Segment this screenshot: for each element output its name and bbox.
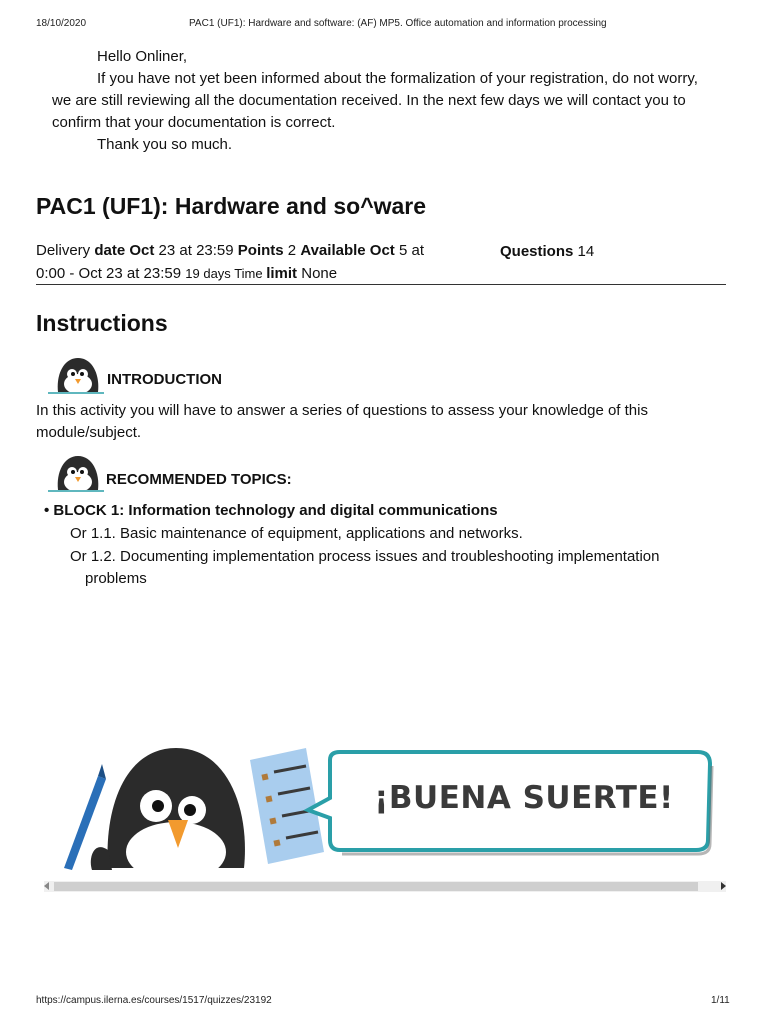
available-label: Available Oct [300,242,395,259]
notice-line-3: confirm that your documentation is correct. [52,114,336,131]
instructions-heading: Instructions [36,310,168,336]
quiz-meta-line-2 [36,262,337,286]
recommended-topics-label: RECOMMENDED TOPICS: [106,471,292,488]
questions-label: Questions [500,243,574,260]
topic-item-1-1: Or 1.1. Basic maintenance of equipment, applications and networks. [70,525,523,542]
good-luck-banner [44,740,726,870]
print-url: https://campus.ilerna.es/courses/1517/quizzes/23192 [36,995,272,1006]
print-page-number: 1/11 [711,995,730,1006]
delivery-value: 23 at 23:59 [154,242,238,259]
penguin-icon [46,354,106,396]
delivery-prefix: Delivery [36,242,95,259]
intro-line-1: In this activity you will have to answer a series of questions to assess your knowledge of this [36,402,648,419]
questions-value: 14 [573,243,595,260]
topic-item-1-2: Or 1.2. Documenting implementation process issues and troubleshooting implementation [70,548,660,565]
scroll-left-arrow-icon[interactable] [44,882,49,890]
meta-divider [36,284,726,285]
delivery-label: date Oct [94,242,155,259]
notice-line-2: we are still reviewing all the documentation received. In the next few days we will contact you to [52,92,686,109]
notice-thanks: Thank you so much. [97,136,233,153]
points-label: Points [237,242,284,259]
notice-line-1: If you have not yet been informed about the formalization of your registration, do not worry, [97,70,698,87]
limit-label: limit [266,265,298,282]
quiz-title: PAC1 (UF1): Hardware and so^ware [36,193,427,219]
print-date: 18/10/2020 [36,18,87,29]
penguin-mascot-illustration [91,748,245,870]
limit-value: None [297,265,338,282]
intro-line-2: module/subject. [36,424,142,441]
penguin-icon [46,452,106,494]
days-remaining: 19 days [185,266,231,281]
time-prefix: Time [230,266,267,281]
banner-text: ¡BUENA SUERTE! [374,780,674,816]
introduction-label: INTRODUCTION [107,371,222,388]
block-1-heading: • BLOCK 1: Information technology and digital communications [44,502,498,519]
quiz-meta [36,239,506,263]
available-range: 0:00 - Oct 23 at 23:59 [36,265,186,282]
questions-count [500,240,594,264]
available-value: 5 at [394,242,424,259]
points-value: 2 [283,242,301,259]
notice-greeting: Hello Onliner, [97,48,188,65]
scrollbar-thumb[interactable] [54,882,698,891]
scroll-right-arrow-icon[interactable] [721,882,726,890]
topic-item-1-2-cont: problems [85,570,147,587]
print-title: PAC1 (UF1): Hardware and software: (AF) MP5. Office automation and information processing [189,18,607,29]
